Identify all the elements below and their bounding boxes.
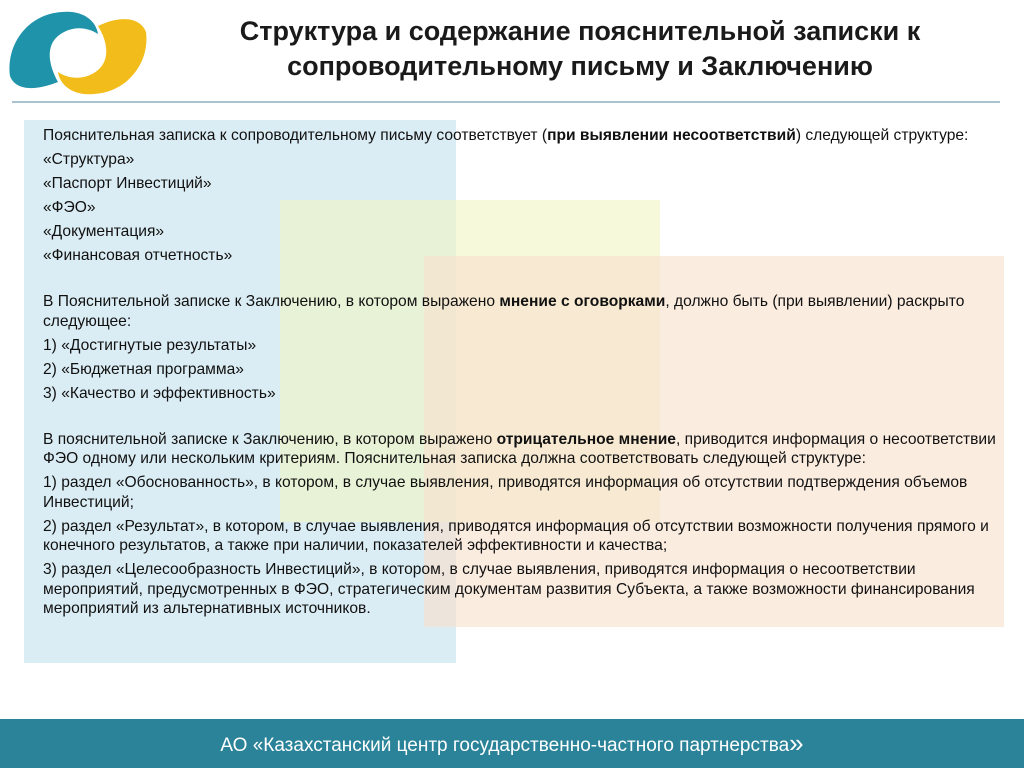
block2-intro-text-end: , должно быть (при выявлении) раскрыто следующее: <box>43 293 965 330</box>
block2-item: 1) «Достигнутые результаты» <box>43 336 257 354</box>
block1-item: «Финансовая отчетность» <box>43 247 233 264</box>
logo-yellow-swirl <box>58 19 146 94</box>
title-line-2: сопроводительному письму и Заключению <box>287 51 873 81</box>
block1-intro <box>43 126 1003 146</box>
footer-organization: АО «Казахстанский центр государственно-частного партнерства <box>220 735 790 756</box>
block1-item: «ФЭО» <box>43 199 96 216</box>
company-logo <box>4 4 152 100</box>
block3-item: 2) раздел «Результат», в котором, в случае выявления, приводятся информация об отсутствии возможности получения прямого и конечного результатов, а также при наличии, показателей эффективности и качества; <box>43 517 989 554</box>
block3-intro-text: В пояснительной записке к Заключению, в котором выражено <box>43 430 497 448</box>
block2-item: 3) «Качество и эффективность» <box>43 384 276 402</box>
block3-intro <box>43 430 1003 469</box>
block1-intro-text-end: ) следующей структуре: <box>795 127 969 144</box>
block1-item: «Структура» <box>43 151 135 168</box>
block1-intro-text: Пояснительная записка к сопроводительному письму соответствует ( <box>43 127 548 144</box>
block2-intro-text: В Пояснительной записке к Заключению, в котором выражено <box>43 293 500 310</box>
block2-intro <box>43 292 1003 331</box>
title-line-1: Структура и содержание пояснительной записки к <box>239 16 921 46</box>
slide-content <box>43 126 1003 623</box>
title-divider <box>12 101 1000 103</box>
block2-item: 2) «Бюджетная программа» <box>43 360 244 378</box>
block3-intro-emphasis: отрицательное мнение <box>496 430 676 448</box>
footer-bar <box>0 719 1024 768</box>
block3-intro-text-end: , приводится информация о несоответствии ФЭО одному или нескольким критериям. Пояснительная записка должна соответствовать следующей структуре: <box>43 430 996 467</box>
block3-item: 1) раздел «Обоснованность», в котором, в случае выявления, приводятся информация об отсутствии подтверждения объемов Инвестиций; <box>43 474 968 511</box>
block1-item: «Паспорт Инвестиций» <box>43 175 212 192</box>
logo-teal-swirl <box>10 12 98 88</box>
page-title <box>140 14 1020 84</box>
block2-intro-emphasis: мнение с оговорками <box>499 293 666 310</box>
footer-closing-quote: » <box>789 728 804 758</box>
block3-item: 3) раздел «Целесообразность Инвестиций», в котором, в случае выявления, приводятся информация о несоответствии мероприятий, предусмотренных в ФЭО, стратегическим документам развития Субъекта, а также возможности финансирования мероприятий из альтернативных источников. <box>43 561 975 617</box>
spacer <box>43 408 1003 430</box>
block1-item: «Документация» <box>43 223 165 240</box>
spacer <box>43 270 1003 292</box>
block1-intro-emphasis: при выявлении несоответствий <box>547 127 796 144</box>
